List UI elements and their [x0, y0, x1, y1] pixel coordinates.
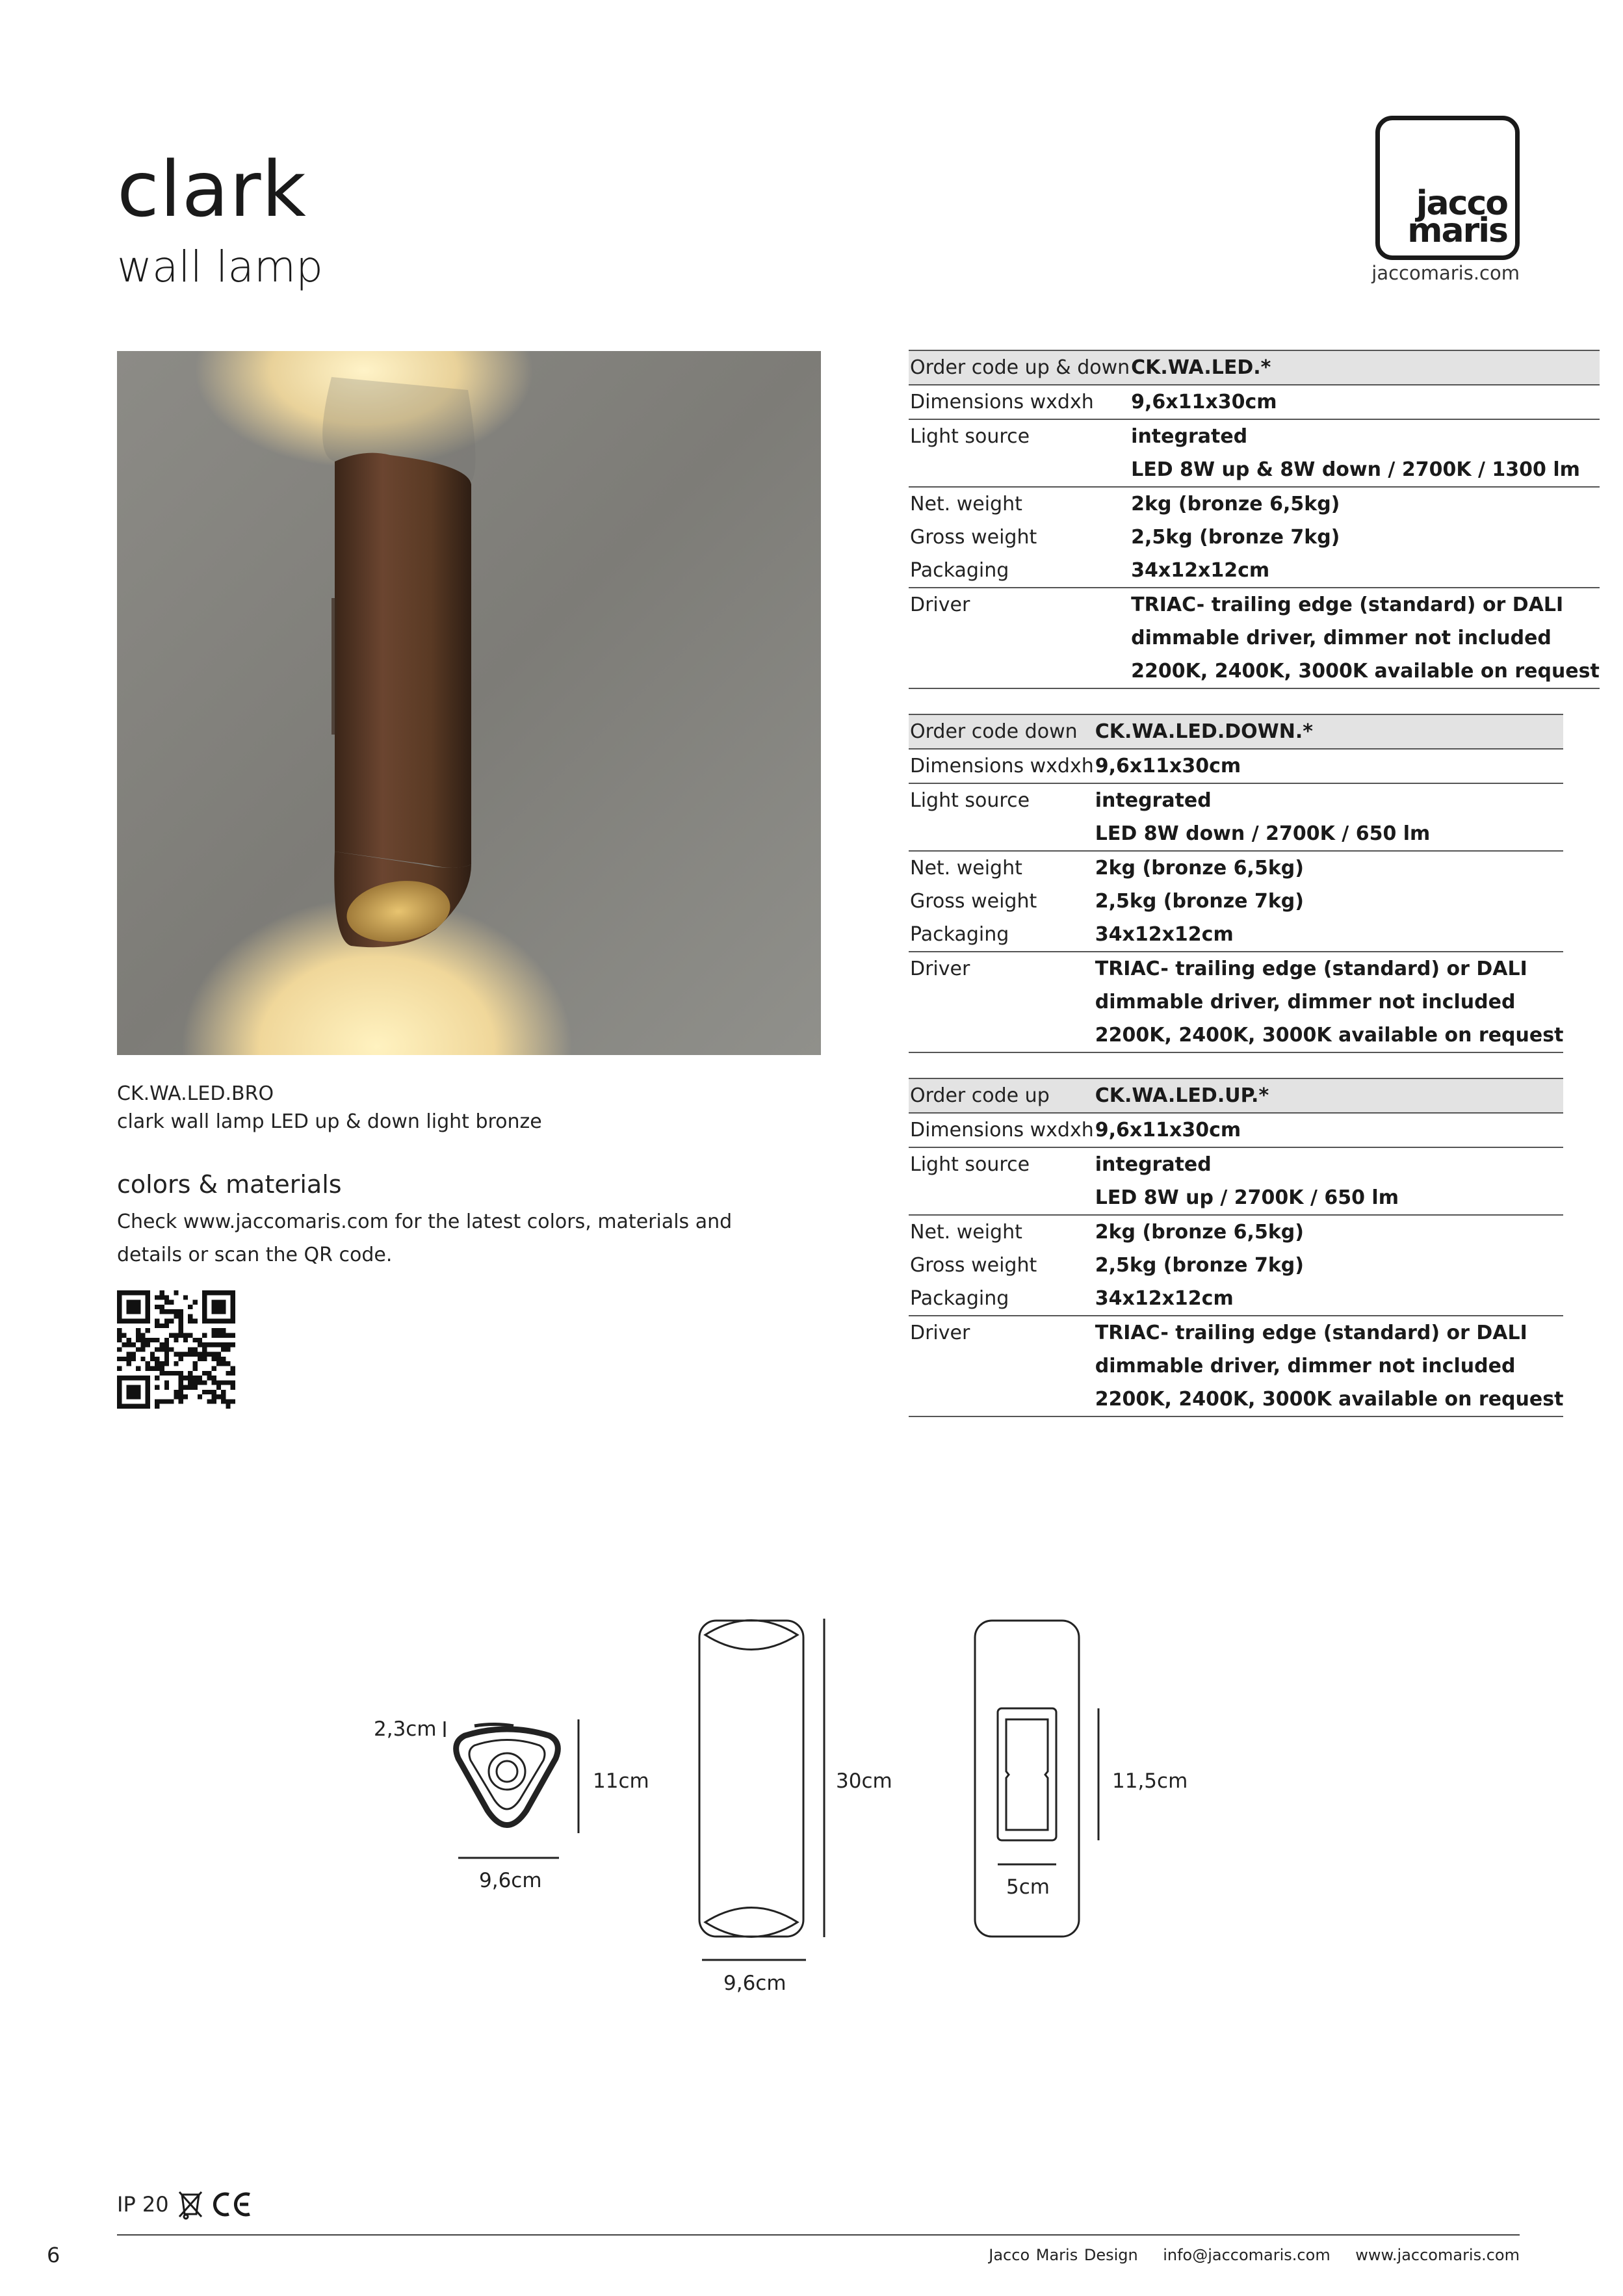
spec-label: Packaging — [910, 923, 1009, 946]
spec-value: LED 8W up & 8W down / 2700K / 1300 lm — [1131, 458, 1580, 481]
spec-row — [909, 749, 1563, 783]
dim-top-width: 9,6cm — [479, 1869, 542, 1892]
spec-row — [909, 783, 1563, 817]
spec-label — [909, 1350, 1094, 1383]
ip-rating-label: IP 20 — [117, 2192, 169, 2217]
spec-row — [909, 985, 1563, 1019]
spec-rows — [909, 350, 1600, 688]
spec-value: LED 8W down / 2700K / 650 lm — [1095, 822, 1431, 845]
dim-top-height: 11cm — [593, 1769, 649, 1793]
spec-label — [909, 985, 1094, 1019]
spec-header-row — [909, 1078, 1563, 1113]
spec-label: Light source — [909, 419, 1130, 453]
spec-table-up — [909, 1078, 1564, 1417]
spec-row — [909, 1019, 1563, 1052]
qr-code[interactable] — [117, 1290, 235, 1409]
back-bracket-inner — [1006, 1719, 1048, 1830]
dim-front-width: 9,6cm — [723, 1972, 786, 1995]
spec-label — [909, 621, 1130, 655]
dim-top-depth: 2,3cm — [374, 1717, 437, 1741]
colors-materials-text: Check www.jaccomaris.com for the latest colors, materials and details or scan the QR code. — [117, 1210, 733, 1266]
spec-value: 2kg (bronze 6,5kg) — [1094, 851, 1564, 885]
spec-row — [909, 385, 1600, 419]
spec-row — [909, 1316, 1563, 1350]
spec-value: 9,6x11x30cm — [1130, 385, 1600, 419]
spec-value: integrated — [1094, 783, 1564, 817]
spec-row — [909, 1383, 1563, 1416]
spec-label: Net. weight — [909, 1215, 1094, 1249]
spec-row — [909, 588, 1600, 621]
spec-value: 2200K, 2400K, 3000K available on request — [1095, 1388, 1564, 1411]
qr-code-pattern — [117, 1290, 235, 1409]
certification-icons — [177, 2188, 255, 2221]
dim-back-height: 11,5cm — [1112, 1769, 1188, 1793]
logo-wordmark — [1407, 183, 1507, 251]
spec-row — [909, 521, 1600, 554]
spec-row — [909, 554, 1600, 588]
technical-drawings — [0, 1586, 1623, 2002]
front-view-body — [699, 1621, 803, 1937]
spec-row — [909, 952, 1563, 985]
spec-rows — [909, 1078, 1563, 1416]
spec-row — [909, 621, 1600, 655]
spec-row — [909, 1215, 1563, 1249]
spec-value: CK.WA.LED.* — [1130, 350, 1600, 385]
spec-header-row — [909, 350, 1600, 385]
spec-label: Packaging — [910, 559, 1009, 582]
top-view-drawing — [445, 1719, 578, 1858]
spec-value: CK.WA.LED.DOWN.* — [1094, 714, 1564, 749]
spec-header-row — [909, 714, 1563, 749]
spec-row — [909, 918, 1563, 952]
logo-line-2: maris — [1407, 211, 1507, 251]
spec-label: Gross weight — [910, 1254, 1037, 1277]
spec-row — [909, 655, 1600, 688]
spec-row — [909, 1350, 1563, 1383]
spec-label: Light source — [909, 1147, 1094, 1181]
spec-value: 2kg (bronze 6,5kg) — [1094, 1215, 1564, 1249]
spec-label: Gross weight — [910, 526, 1037, 549]
ce-mark-icon — [214, 2194, 250, 2215]
spec-row — [909, 1249, 1563, 1282]
spec-label — [909, 453, 1130, 487]
spec-table — [909, 714, 1563, 1053]
spec-label — [909, 1019, 1094, 1052]
spec-row — [909, 851, 1563, 885]
spec-value: 2,5kg (bronze 7kg) — [1131, 526, 1340, 549]
spec-label: Order code up & down — [909, 350, 1130, 385]
spec-value: TRIAC- trailing edge (standard) or DALI — [1094, 1316, 1564, 1350]
spec-value: 2200K, 2400K, 3000K available on request — [1131, 660, 1600, 683]
spec-table — [909, 1078, 1563, 1417]
spec-table-down — [909, 714, 1564, 1053]
spec-value: 9,6x11x30cm — [1094, 749, 1564, 783]
product-title: clark — [117, 144, 307, 234]
spec-label — [909, 817, 1094, 851]
spec-rows — [909, 714, 1563, 1052]
spec-label: Driver — [909, 588, 1130, 621]
footer-divider — [117, 2234, 1520, 2236]
spec-value: 34x12x12cm — [1095, 1287, 1234, 1310]
dim-front-height: 30cm — [836, 1769, 892, 1793]
spec-row — [909, 1181, 1563, 1215]
logo-line-1: jacco — [1416, 183, 1507, 223]
spec-value: TRIAC- trailing edge (standard) or DALI — [1094, 952, 1564, 985]
spec-row — [909, 1113, 1563, 1147]
brand-logo — [1375, 116, 1520, 260]
spec-row — [909, 419, 1600, 453]
dim-back-width: 5cm — [1006, 1875, 1050, 1899]
footer-company: Jacco Maris Design — [989, 2246, 1138, 2264]
spec-label: Packaging — [910, 1287, 1009, 1310]
spec-value: 2,5kg (bronze 7kg) — [1095, 1254, 1304, 1277]
footer-email[interactable]: info@jaccomaris.com — [1163, 2246, 1331, 2264]
product-subtitle: wall lamp — [117, 242, 324, 292]
weee-bin-icon — [179, 2192, 201, 2219]
spec-value: integrated — [1094, 1147, 1564, 1181]
spec-value: 9,6x11x30cm — [1094, 1113, 1564, 1147]
spec-label: Order code down — [909, 714, 1094, 749]
spec-value: TRIAC- trailing edge (standard) or DALI — [1130, 588, 1600, 621]
spec-value: LED 8W up / 2700K / 650 lm — [1095, 1186, 1399, 1209]
spec-value: 2,5kg (bronze 7kg) — [1095, 890, 1304, 913]
spec-row — [909, 817, 1563, 851]
top-view-core — [497, 1761, 517, 1782]
spec-value: 34x12x12cm — [1131, 559, 1270, 582]
spec-row — [909, 453, 1600, 487]
spec-value: CK.WA.LED.UP.* — [1094, 1078, 1564, 1113]
spec-label: Net. weight — [909, 851, 1094, 885]
spec-value: 34x12x12cm — [1095, 923, 1234, 946]
brand-url: jaccomaris.com — [1371, 262, 1520, 284]
product-code: CK.WA.LED.BRO — [117, 1082, 274, 1105]
spec-label — [909, 655, 1130, 688]
colors-materials-heading: colors & materials — [117, 1170, 342, 1199]
spec-row — [909, 885, 1563, 918]
spec-value: dimmable driver, dimmer not included — [1131, 627, 1552, 649]
footer-contact — [975, 2246, 1520, 2264]
page-number: 6 — [47, 2243, 60, 2267]
product-photo — [117, 351, 821, 1055]
spec-label: Order code up — [909, 1078, 1094, 1113]
spec-label — [909, 1383, 1094, 1416]
spec-label: Dimensions wxdxh — [909, 1113, 1094, 1147]
spec-row — [909, 487, 1600, 521]
spec-row — [909, 1282, 1563, 1316]
spec-label: Dimensions wxdxh — [909, 749, 1094, 783]
spec-row — [909, 1147, 1563, 1181]
product-description: clark wall lamp LED up & down light bronze — [117, 1110, 542, 1133]
spec-label: Driver — [909, 952, 1094, 985]
front-view-drawing — [699, 1619, 824, 1960]
spec-value: 2200K, 2400K, 3000K available on request — [1095, 1024, 1564, 1047]
spec-label: Light source — [909, 783, 1094, 817]
spec-value: integrated — [1130, 419, 1600, 453]
front-top-lens — [705, 1621, 798, 1650]
spec-value: dimmable driver, dimmer not included — [1095, 991, 1516, 1013]
footer-website[interactable]: www.jaccomaris.com — [1355, 2246, 1520, 2264]
front-bottom-lens — [705, 1908, 798, 1937]
spec-value: 2kg (bronze 6,5kg) — [1130, 487, 1600, 521]
spec-table — [909, 350, 1600, 689]
top-view-ring — [489, 1753, 525, 1790]
ip-rating — [117, 2192, 169, 2217]
spec-table-up-down — [909, 350, 1600, 689]
spec-label — [909, 1181, 1094, 1215]
spec-value: dimmable driver, dimmer not included — [1095, 1355, 1516, 1377]
top-view-outline — [456, 1729, 558, 1825]
spec-label: Dimensions wxdxh — [909, 385, 1130, 419]
spec-label: Net. weight — [909, 487, 1130, 521]
spec-label: Gross weight — [910, 890, 1037, 913]
product-photo-illustration — [117, 351, 821, 1055]
top-view-bracket — [474, 1725, 513, 1727]
spec-label: Driver — [909, 1316, 1094, 1350]
